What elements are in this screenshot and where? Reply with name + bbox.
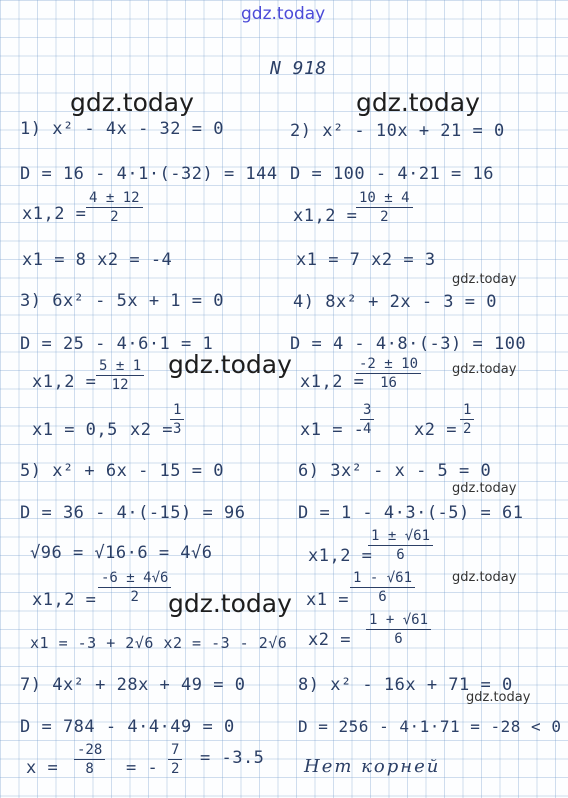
p2-discriminant: D = 100 - 4·21 = 16 [290,164,494,184]
p1-equation: 1) x² - 4x - 32 = 0 [20,119,224,139]
p6-x2-fraction [366,612,431,647]
p5-x12-denominator: 2 [130,589,139,606]
p7-x-denominator: 8 [85,761,94,778]
problem-number: N 918 [270,58,327,79]
p4-x12-fraction [356,356,421,391]
p1-x12-fraction [86,190,143,225]
p8-equation: 8) x² - 16x + 71 = 0 [298,675,513,695]
p7-x-fraction-2 [168,742,182,777]
p3-discriminant: D = 25 - 4·6·1 = 1 [20,334,214,354]
p1-x12-numerator: 4 ± 12 [86,190,143,208]
watermark: gdz.today [452,570,517,585]
p8-answer: Нет корней [304,756,441,777]
watermark: gdz.today [452,362,517,377]
p4-x1-numerator: 3 [360,402,374,420]
p5-x12-fraction [98,570,171,605]
p3-x12-label: x1,2 = [32,372,97,392]
p8-discriminant: D = 256 - 4·1·71 = -28 < 0 [298,717,562,736]
site-label: gdz.today [241,4,326,24]
p3-x2-label: x2 = [130,420,173,440]
p6-discriminant: D = 1 - 4·3·(-5) = 61 [298,503,524,523]
p6-x1-numerator: 1 - √61 [350,570,415,588]
p6-x1-denominator: 6 [378,589,387,606]
p6-equation: 6) 3x² - x - 5 = 0 [298,461,492,481]
p5-x12-numerator: -6 ± 4√6 [98,570,171,588]
p6-x2-denominator: 6 [394,631,403,648]
watermark: gdz.today [452,272,517,287]
p6-x2-label: x2 = [308,630,351,650]
p6-x12-denominator: 6 [396,547,405,564]
p3-x12-denominator: 12 [111,377,129,394]
p7-x-numerator: -28 [74,742,105,760]
p4-x1-denominator: 4 [363,421,372,438]
p4-x12-numerator: -2 ± 10 [356,356,421,374]
p4-x12-denominator: 16 [380,375,397,392]
p3-equation: 3) 6x² - 5x + 1 = 0 [20,291,224,311]
p6-x12-label: x1,2 = [308,546,373,566]
p6-x2-numerator: 1 + √61 [366,612,431,630]
p6-x12-fraction [368,528,433,563]
p6-x1-label: x1 = [306,590,349,610]
watermark: gdz.today [356,88,480,117]
p4-x1-fraction [360,402,374,437]
p1-x12-denominator: 2 [110,209,119,226]
watermark: gdz.today [168,589,292,618]
p7-x-numerator-2: 7 [168,742,182,760]
p7-mid: = - [126,758,159,778]
p4-x2-numerator: 1 [460,402,474,420]
p2-x12-denominator: 2 [380,209,389,226]
p7-x-denominator-2: 2 [171,761,180,778]
p4-x2-fraction [460,402,474,437]
p6-x12-numerator: 1 ± √61 [368,528,433,546]
p2-x12-fraction [356,190,413,225]
p3-x1: x1 = 0,5 [32,420,118,440]
p4-x12-label: x1,2 = [300,372,365,392]
p2-roots: x1 = 7 x2 = 3 [296,250,436,270]
watermark: gdz.today [70,88,194,117]
p4-x2-denominator: 2 [463,421,472,438]
p5-roots: x1 = -3 + 2√6 x2 = -3 - 2√6 [30,634,288,652]
p7-result: = -3.5 [200,748,265,768]
p1-discriminant: D = 16 - 4·1·(-32) = 144 [20,164,278,184]
p6-x1-fraction [350,570,415,605]
p3-x2-numerator: 1 [170,402,184,420]
p3-x12-numerator: 5 ± 1 [96,358,144,376]
p5-discriminant: D = 36 - 4·(-15) = 96 [20,503,246,523]
p5-x12-label: x1,2 = [32,590,97,610]
p7-discriminant: D = 784 - 4·4·49 = 0 [20,717,235,737]
p4-x1-label: x1 = - [300,420,365,440]
watermark: gdz.today [168,350,292,379]
watermark: gdz.today [452,481,517,496]
p7-x-label: x = [26,758,59,778]
p7-equation: 7) 4x² + 28x + 49 = 0 [20,675,246,695]
p3-x2-denominator: 3 [173,421,182,438]
p4-discriminant: D = 4 - 4·8·(-3) = 100 [290,334,527,354]
p3-x12-fraction [96,358,144,393]
watermark: gdz.today [466,690,531,705]
p1-roots: x1 = 8 x2 = -4 [22,250,173,270]
p7-x-fraction [74,742,105,777]
p3-x2-fraction [170,402,184,437]
p5-equation: 5) x² + 6x - 15 = 0 [20,461,224,481]
p2-x12-numerator: 10 ± 4 [356,190,413,208]
p5-sqrt-simplification: √96 = √16·6 = 4√6 [30,543,213,563]
p2-x12-label: x1,2 = [293,206,358,226]
p1-x12-label: x1,2 = [22,204,87,224]
p4-x2-label: x2 = [414,420,457,440]
p2-equation: 2) x² - 10x + 21 = 0 [290,121,505,141]
p4-equation: 4) 8x² + 2x - 3 = 0 [293,292,497,312]
